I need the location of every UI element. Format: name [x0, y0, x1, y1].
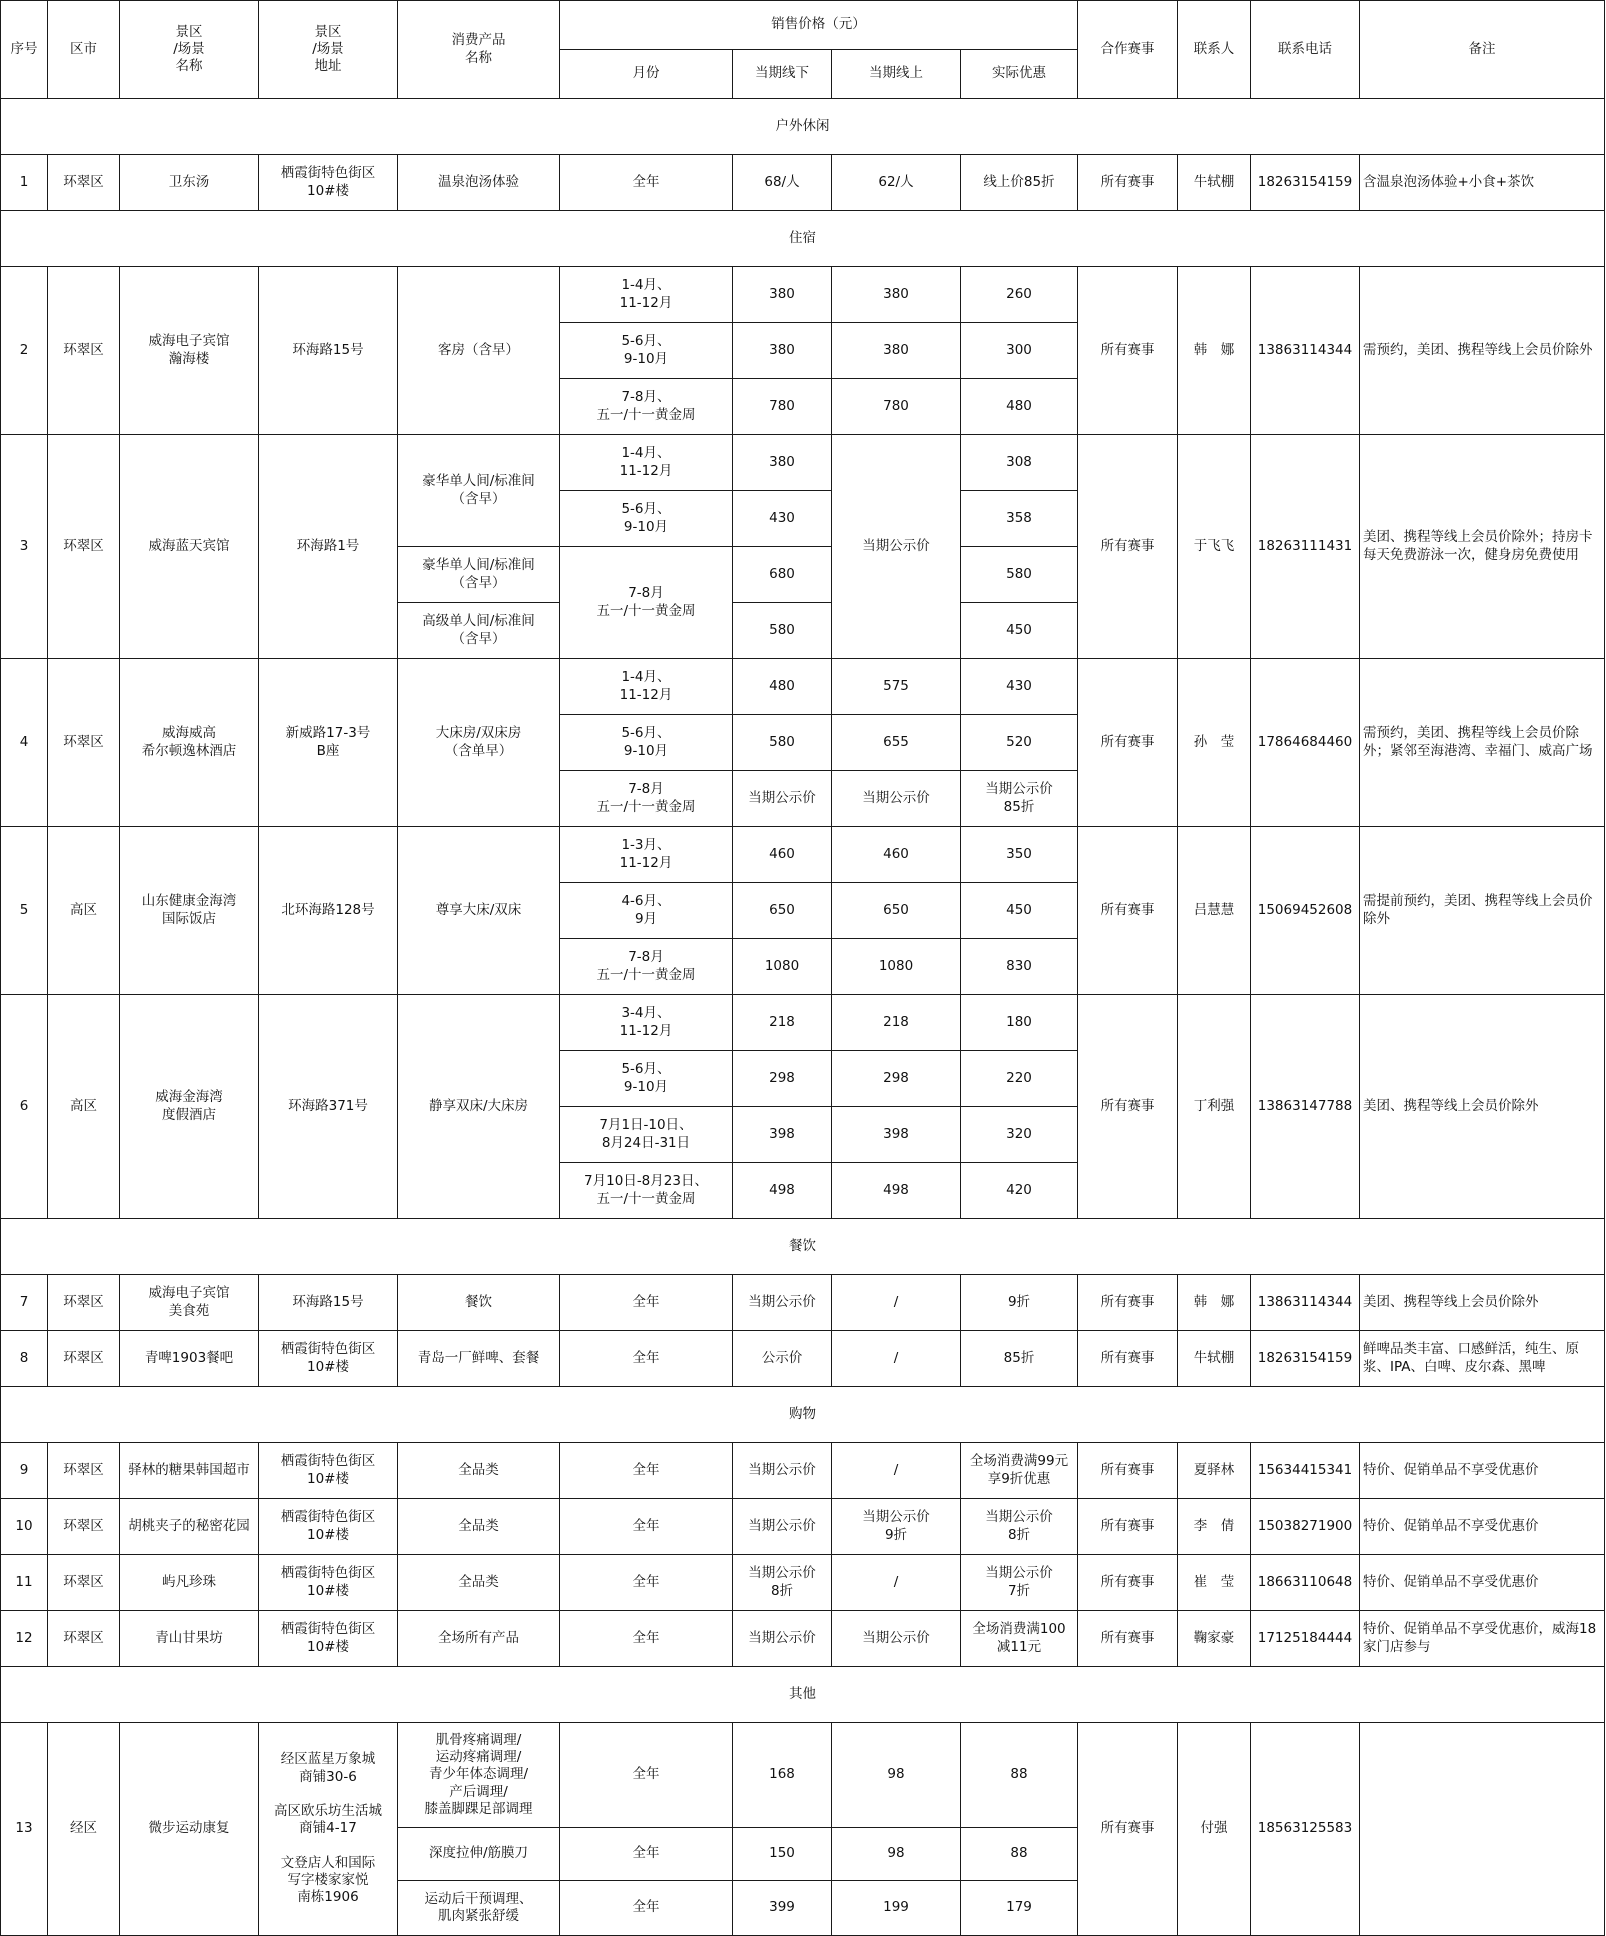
header-row	[1, 1, 1605, 50]
cell-remark: 需预约，美团、携程等线上会员价除外；紧邻至海港湾、幸福门、威高广场	[1360, 659, 1605, 827]
cell-offline: 780	[733, 379, 832, 435]
cell-phone: 17864684460	[1251, 659, 1360, 827]
header-contact: 联系人	[1178, 1, 1251, 99]
cell-remark: 需预约，美团、携程等线上会员价除外	[1360, 267, 1605, 435]
table-row	[1, 1611, 1605, 1667]
cell-offline: 当期公示价	[733, 771, 832, 827]
cell-month: 5-6月、 9-10月	[560, 715, 733, 771]
cell-offline: 430	[733, 491, 832, 547]
cell-district: 环翠区	[48, 1331, 120, 1387]
cell-address: 栖霞街特色街区 10#楼	[259, 1443, 398, 1499]
cell-offline: 399	[733, 1881, 832, 1936]
cell-month: 全年	[560, 1443, 733, 1499]
table-row	[1, 267, 1605, 323]
cell-remark	[1360, 1723, 1605, 1936]
cell-online: /	[832, 1555, 961, 1611]
cell-contact: 崔 莹	[1178, 1555, 1251, 1611]
cell-online: /	[832, 1443, 961, 1499]
cell-no: 10	[1, 1499, 48, 1555]
cell-online: 655	[832, 715, 961, 771]
cell-address: 新威路17-3号 B座	[259, 659, 398, 827]
cell-no: 9	[1, 1443, 48, 1499]
cell-district: 环翠区	[48, 1443, 120, 1499]
cell-month: 7月10日-8月23日、 五一/十一黄金周	[560, 1163, 733, 1219]
cell-online: 460	[832, 827, 961, 883]
table-row	[1, 659, 1605, 715]
table-row	[1, 1443, 1605, 1499]
cell-remark: 美团、携程等线上会员价除外；持房卡每天免费游泳一次，健身房免费使用	[1360, 435, 1605, 659]
cell-contact: 于飞飞	[1178, 435, 1251, 659]
cell-discount: 180	[961, 995, 1078, 1051]
cell-online: 298	[832, 1051, 961, 1107]
cell-discount: 420	[961, 1163, 1078, 1219]
cell-name: 威海电子宾馆 美食苑	[120, 1275, 259, 1331]
cell-offline: 380	[733, 267, 832, 323]
cell-discount: 9折	[961, 1275, 1078, 1331]
cell-offline: 580	[733, 715, 832, 771]
cell-product: 豪华单人间/标准间 （含早）	[398, 547, 560, 603]
cell-offline: 380	[733, 435, 832, 491]
cell-address: 北环海路128号	[259, 827, 398, 995]
cell-online: /	[832, 1275, 961, 1331]
cell-address: 栖霞街特色街区 10#楼	[259, 1499, 398, 1555]
header-name: 景区 /场景 名称	[120, 1, 259, 99]
cell-online: 1080	[832, 939, 961, 995]
header-discount: 实际优惠	[961, 50, 1078, 99]
category-outdoor: 户外休闲	[1, 99, 1605, 155]
cell-offline: 当期公示价	[733, 1443, 832, 1499]
cell-contact: 孙 莹	[1178, 659, 1251, 827]
category-hotel: 住宿	[1, 211, 1605, 267]
cell-no: 8	[1, 1331, 48, 1387]
cell-phone: 17125184444	[1251, 1611, 1360, 1667]
category-row	[1, 1667, 1605, 1723]
cell-online: 当期公示价	[832, 1611, 961, 1667]
cell-discount: 当期公示价 85折	[961, 771, 1078, 827]
header-phone: 联系电话	[1251, 1, 1360, 99]
cell-online: 98	[832, 1828, 961, 1881]
cell-remark: 特价、促销单品不享受优惠价	[1360, 1499, 1605, 1555]
cell-discount: 300	[961, 323, 1078, 379]
cell-month: 全年	[560, 155, 733, 211]
cell-month: 7-8月、 五一/十一黄金周	[560, 379, 733, 435]
cell-address: 环海路15号	[259, 267, 398, 435]
cell-name: 屿凡珍珠	[120, 1555, 259, 1611]
cell-contact: 李 倩	[1178, 1499, 1251, 1555]
cell-discount: 830	[961, 939, 1078, 995]
cell-name: 微步运动康复	[120, 1723, 259, 1936]
cell-contact: 付强	[1178, 1723, 1251, 1936]
table-row	[1, 1723, 1605, 1828]
cell-event: 所有赛事	[1078, 659, 1178, 827]
cell-district: 环翠区	[48, 1611, 120, 1667]
header-remark: 备注	[1360, 1, 1605, 99]
cell-remark: 特价、促销单品不享受优惠价	[1360, 1443, 1605, 1499]
header-event: 合作赛事	[1078, 1, 1178, 99]
header-month: 月份	[560, 50, 733, 99]
cell-online: 218	[832, 995, 961, 1051]
cell-district: 高区	[48, 995, 120, 1219]
cell-offline: 68/人	[733, 155, 832, 211]
cell-discount: 全场消费满99元 享9折优惠	[961, 1443, 1078, 1499]
cell-offline: 498	[733, 1163, 832, 1219]
cell-product: 大床房/双床房 （含单早）	[398, 659, 560, 827]
cell-offline: 150	[733, 1828, 832, 1881]
cell-event: 所有赛事	[1078, 1275, 1178, 1331]
cell-offline: 380	[733, 323, 832, 379]
cell-discount: 450	[961, 603, 1078, 659]
cell-month: 全年	[560, 1828, 733, 1881]
cell-remark: 含温泉泡汤体验+小食+茶饮	[1360, 155, 1605, 211]
cell-discount: 430	[961, 659, 1078, 715]
cell-online: 当期公示价	[832, 435, 961, 659]
cell-contact: 吕慧慧	[1178, 827, 1251, 995]
cell-discount: 358	[961, 491, 1078, 547]
cell-phone: 18263154159	[1251, 1331, 1360, 1387]
cell-name: 驿林的糖果韩国超市	[120, 1443, 259, 1499]
cell-phone: 18263154159	[1251, 155, 1360, 211]
cell-offline: 218	[733, 995, 832, 1051]
cell-name: 威海金海湾 度假酒店	[120, 995, 259, 1219]
cell-no: 1	[1, 155, 48, 211]
cell-name: 卫东汤	[120, 155, 259, 211]
cell-offline: 当期公示价 8折	[733, 1555, 832, 1611]
category-dining: 餐饮	[1, 1219, 1605, 1275]
cell-contact: 夏驿林	[1178, 1443, 1251, 1499]
cell-phone: 18563125583	[1251, 1723, 1360, 1936]
cell-offline: 公示价	[733, 1331, 832, 1387]
cell-product: 高级单人间/标准间 （含早）	[398, 603, 560, 659]
cell-contact: 韩 娜	[1178, 1275, 1251, 1331]
cell-discount: 线上价85折	[961, 155, 1078, 211]
category-row	[1, 99, 1605, 155]
cell-month: 全年	[560, 1331, 733, 1387]
cell-discount: 88	[961, 1723, 1078, 1828]
cell-product: 全品类	[398, 1443, 560, 1499]
cell-address: 栖霞街特色街区 10#楼	[259, 1555, 398, 1611]
cell-contact: 牛轼棚	[1178, 155, 1251, 211]
cell-month: 1-4月、 11-12月	[560, 267, 733, 323]
cell-remark: 需提前预约，美团、携程等线上会员价除外	[1360, 827, 1605, 995]
cell-offline: 168	[733, 1723, 832, 1828]
cell-online: 98	[832, 1723, 961, 1828]
cell-product: 全品类	[398, 1499, 560, 1555]
cell-online: 780	[832, 379, 961, 435]
cell-district: 高区	[48, 827, 120, 995]
cell-event: 所有赛事	[1078, 827, 1178, 995]
cell-product: 肌骨疼痛调理/ 运动疼痛调理/ 青少年体态调理/ 产后调理/ 膝盖脚踝足部调理	[398, 1723, 560, 1828]
cell-month: 7-8月 五一/十一黄金周	[560, 771, 733, 827]
cell-name: 山东健康金海湾 国际饭店	[120, 827, 259, 995]
header-online: 当期线上	[832, 50, 961, 99]
table-row	[1, 435, 1605, 491]
cell-product: 餐饮	[398, 1275, 560, 1331]
cell-event: 所有赛事	[1078, 995, 1178, 1219]
cell-remark: 美团、携程等线上会员价除外	[1360, 1275, 1605, 1331]
cell-online: 当期公示价	[832, 771, 961, 827]
cell-product: 全场所有产品	[398, 1611, 560, 1667]
cell-month: 全年	[560, 1499, 733, 1555]
category-row	[1, 1387, 1605, 1443]
table-row	[1, 1331, 1605, 1387]
cell-no: 13	[1, 1723, 48, 1936]
cell-discount: 520	[961, 715, 1078, 771]
cell-discount: 308	[961, 435, 1078, 491]
cell-no: 6	[1, 995, 48, 1219]
cell-product: 深度拉伸/筋膜刀	[398, 1828, 560, 1881]
cell-phone: 18663110648	[1251, 1555, 1360, 1611]
cell-name: 威海威高 希尔顿逸林酒店	[120, 659, 259, 827]
cell-no: 3	[1, 435, 48, 659]
cell-offline: 398	[733, 1107, 832, 1163]
cell-phone: 15038271900	[1251, 1499, 1360, 1555]
table-row	[1, 1555, 1605, 1611]
cell-event: 所有赛事	[1078, 1723, 1178, 1936]
cell-event: 所有赛事	[1078, 1331, 1178, 1387]
cell-district: 环翠区	[48, 1499, 120, 1555]
header-index: 序号	[1, 1, 48, 99]
cell-remark: 特价、促销单品不享受优惠价	[1360, 1555, 1605, 1611]
cell-online: 575	[832, 659, 961, 715]
header-offline: 当期线下	[733, 50, 832, 99]
cell-address: 栖霞街特色街区 10#楼	[259, 155, 398, 211]
cell-discount: 88	[961, 1828, 1078, 1881]
cell-discount: 179	[961, 1881, 1078, 1936]
cell-address: 栖霞街特色街区 10#楼	[259, 1331, 398, 1387]
cell-product: 青岛一厂鲜啤、套餐	[398, 1331, 560, 1387]
category-row	[1, 1219, 1605, 1275]
cell-name: 青啤1903餐吧	[120, 1331, 259, 1387]
table-row	[1, 155, 1605, 211]
header-district: 区市	[48, 1, 120, 99]
header-product: 消费产品 名称	[398, 1, 560, 99]
cell-no: 7	[1, 1275, 48, 1331]
cell-month: 1-4月、 11-12月	[560, 435, 733, 491]
cell-discount: 480	[961, 379, 1078, 435]
cell-offline: 680	[733, 547, 832, 603]
cell-district: 环翠区	[48, 1555, 120, 1611]
cell-online: 398	[832, 1107, 961, 1163]
cell-name: 青山甘果坊	[120, 1611, 259, 1667]
cell-discount: 当期公示价 7折	[961, 1555, 1078, 1611]
cell-online: 650	[832, 883, 961, 939]
cell-phone: 13863114344	[1251, 1275, 1360, 1331]
cell-product: 客房（含早）	[398, 267, 560, 435]
cell-event: 所有赛事	[1078, 155, 1178, 211]
cell-product: 豪华单人间/标准间 （含早）	[398, 435, 560, 547]
cell-no: 12	[1, 1611, 48, 1667]
cell-event: 所有赛事	[1078, 1443, 1178, 1499]
cell-contact: 丁利强	[1178, 995, 1251, 1219]
cell-online: 380	[832, 323, 961, 379]
cell-event: 所有赛事	[1078, 267, 1178, 435]
cell-month: 1-3月、 11-12月	[560, 827, 733, 883]
cell-no: 2	[1, 267, 48, 435]
cell-phone: 15634415341	[1251, 1443, 1360, 1499]
table-row	[1, 995, 1605, 1051]
cell-no: 4	[1, 659, 48, 827]
cell-remark: 鲜啤品类丰富、口感鲜活，纯生、原浆、IPA、白啤、皮尔森、黑啤	[1360, 1331, 1605, 1387]
cell-district: 环翠区	[48, 155, 120, 211]
cell-online: 当期公示价 9折	[832, 1499, 961, 1555]
cell-phone: 13863147788	[1251, 995, 1360, 1219]
cell-phone: 15069452608	[1251, 827, 1360, 995]
cell-month: 全年	[560, 1275, 733, 1331]
cell-offline: 1080	[733, 939, 832, 995]
cell-product: 温泉泡汤体验	[398, 155, 560, 211]
cell-month: 7-8月 五一/十一黄金周	[560, 939, 733, 995]
cell-product: 运动后干预调理、 肌肉紧张舒缓	[398, 1881, 560, 1936]
cell-address: 环海路371号	[259, 995, 398, 1219]
cell-discount: 220	[961, 1051, 1078, 1107]
cell-discount: 260	[961, 267, 1078, 323]
category-shopping: 购物	[1, 1387, 1605, 1443]
cell-no: 5	[1, 827, 48, 995]
cell-remark: 美团、携程等线上会员价除外	[1360, 995, 1605, 1219]
cell-product: 尊享大床/双床	[398, 827, 560, 995]
cell-offline: 当期公示价	[733, 1611, 832, 1667]
cell-month: 3-4月、 11-12月	[560, 995, 733, 1051]
cell-phone: 13863114344	[1251, 267, 1360, 435]
cell-discount: 320	[961, 1107, 1078, 1163]
cell-discount: 全场消费满100 减11元	[961, 1611, 1078, 1667]
cell-offline: 480	[733, 659, 832, 715]
cell-discount: 580	[961, 547, 1078, 603]
cell-month: 5-6月、 9-10月	[560, 1051, 733, 1107]
cell-no: 11	[1, 1555, 48, 1611]
cell-month: 全年	[560, 1723, 733, 1828]
header-address: 景区 /场景 地址	[259, 1, 398, 99]
header-price: 销售价格（元）	[560, 1, 1078, 50]
cell-month: 全年	[560, 1611, 733, 1667]
cell-offline: 当期公示价	[733, 1275, 832, 1331]
cell-month: 7-8月 五一/十一黄金周	[560, 547, 733, 659]
cell-product: 全品类	[398, 1555, 560, 1611]
cell-district: 环翠区	[48, 267, 120, 435]
cell-month: 4-6月、 9月	[560, 883, 733, 939]
category-other: 其他	[1, 1667, 1605, 1723]
cell-name: 胡桃夹子的秘密花园	[120, 1499, 259, 1555]
cell-district: 环翠区	[48, 659, 120, 827]
cell-month: 1-4月、 11-12月	[560, 659, 733, 715]
cell-month: 7月1日-10日、 8月24日-31日	[560, 1107, 733, 1163]
cell-address: 栖霞街特色街区 10#楼	[259, 1611, 398, 1667]
cell-address: 经区蓝星万象城 商铺30-6 高区欧乐坊生活城 商铺4-17 文登店人和国际 写字楼家家悦 南栋1906	[259, 1723, 398, 1936]
cell-offline: 当期公示价	[733, 1499, 832, 1555]
cell-discount: 85折	[961, 1331, 1078, 1387]
cell-online: 380	[832, 267, 961, 323]
cell-discount: 450	[961, 883, 1078, 939]
cell-name: 威海蓝天宾馆	[120, 435, 259, 659]
table-row	[1, 1275, 1605, 1331]
cell-discount: 350	[961, 827, 1078, 883]
cell-district: 经区	[48, 1723, 120, 1936]
cell-address: 环海路1号	[259, 435, 398, 659]
cell-contact: 牛轼棚	[1178, 1331, 1251, 1387]
cell-month: 5-6月、 9-10月	[560, 323, 733, 379]
cell-offline: 298	[733, 1051, 832, 1107]
table-row	[1, 827, 1605, 883]
cell-event: 所有赛事	[1078, 1611, 1178, 1667]
cell-online: /	[832, 1331, 961, 1387]
cell-event: 所有赛事	[1078, 435, 1178, 659]
cell-online: 498	[832, 1163, 961, 1219]
cell-district: 环翠区	[48, 1275, 120, 1331]
cell-contact: 韩 娜	[1178, 267, 1251, 435]
cell-month: 全年	[560, 1555, 733, 1611]
cell-offline: 460	[733, 827, 832, 883]
cell-name: 威海电子宾馆 瀚海楼	[120, 267, 259, 435]
cell-contact: 鞠家豪	[1178, 1611, 1251, 1667]
table-row	[1, 1499, 1605, 1555]
cell-product: 静享双床/大床房	[398, 995, 560, 1219]
cell-month: 5-6月、 9-10月	[560, 491, 733, 547]
cell-event: 所有赛事	[1078, 1555, 1178, 1611]
cell-district: 环翠区	[48, 435, 120, 659]
cell-offline: 580	[733, 603, 832, 659]
cell-event: 所有赛事	[1078, 1499, 1178, 1555]
cell-online: 199	[832, 1881, 961, 1936]
cell-address: 环海路15号	[259, 1275, 398, 1331]
cell-online: 62/人	[832, 155, 961, 211]
category-row	[1, 211, 1605, 267]
cell-month: 全年	[560, 1881, 733, 1936]
cell-offline: 650	[733, 883, 832, 939]
cell-phone: 18263111431	[1251, 435, 1360, 659]
cell-remark: 特价、促销单品不享受优惠价，威海18家门店参与	[1360, 1611, 1605, 1667]
cell-discount: 当期公示价 8折	[961, 1499, 1078, 1555]
